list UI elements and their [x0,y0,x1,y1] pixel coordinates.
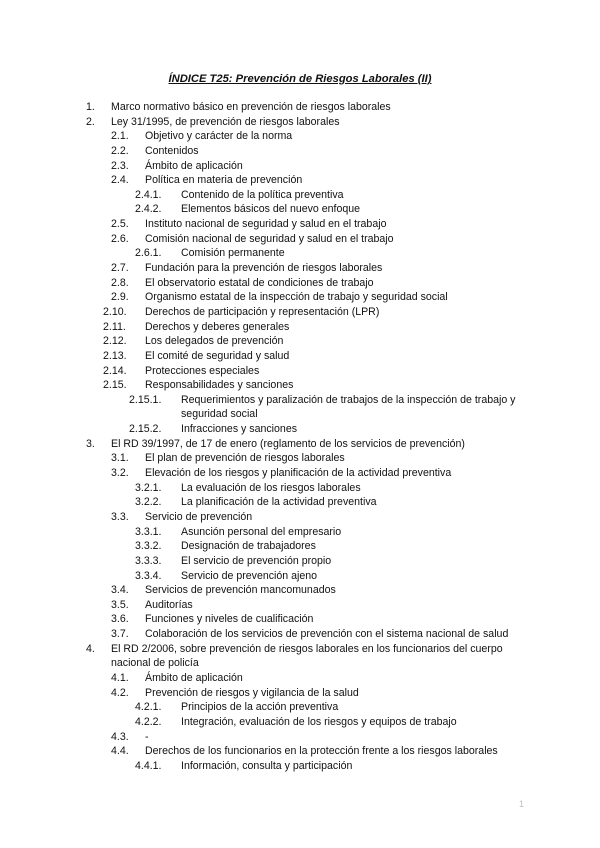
toc-entry [0,495,600,510]
toc-entry [0,539,600,554]
toc-number: 2.6.1. [135,247,162,260]
toc-number: 2.5. [111,218,129,231]
toc-number: 2.1. [111,130,129,143]
toc-entry [0,364,600,379]
toc-entry [0,671,600,686]
toc-entry [0,261,600,276]
toc-number: 2.12. [103,335,127,348]
toc-text: Servicios de prevención mancomunados [145,584,336,597]
toc-entry [0,144,600,159]
toc-text: - [145,730,149,743]
toc-number: 2.11. [103,320,126,333]
toc-entry [0,451,600,466]
toc-text: Información, consulta y participación [181,759,353,772]
toc-number: 3.2.1. [135,481,162,494]
toc-number: 3.6. [111,613,129,626]
toc-entry [0,305,600,320]
toc-number: 3.7. [111,628,129,641]
toc-number: 4.3. [111,730,129,743]
toc-text: Derechos de los funcionarios en la protección frente a los riesgos laborales [145,745,498,758]
toc-text: Derechos y deberes generales [145,320,290,333]
toc-entry [0,642,600,671]
toc-number: 2.14. [103,364,127,377]
toc-text: El observatorio estatal de condiciones de trabajo [145,276,374,289]
toc-entry [0,759,600,774]
toc-text: Infracciones y sanciones [181,423,298,436]
toc-entry [0,129,600,144]
toc-entry [0,159,600,174]
toc-text: Servicio de prevención ajeno [181,569,318,582]
toc-text: El plan de prevención de riesgos laborales [145,452,345,465]
toc-text: Principios de la acción preventiva [181,701,339,714]
toc-text: El RD 2/2006, sobre prevención de riesgos laborales en los funcionarios del cuerpo nacional de policía [111,642,503,670]
toc-text: Derechos de participación y representación (LPR) [145,305,380,318]
toc-entry [0,510,600,525]
toc-entry [0,334,600,349]
toc-entry [0,730,600,745]
toc-number: 3.3.1. [135,525,162,538]
toc-number: 2.2. [111,144,129,157]
toc-text: Fundación para la prevención de riesgos laborales [145,262,383,275]
toc-number: 3.2.2. [135,496,162,509]
toc-text: Integración, evaluación de los riesgos y equipos de trabajo [181,715,457,728]
toc-number: 2.15.1. [129,393,162,406]
toc-text: El RD 39/1997, de 17 de enero (reglamento de los servicios de prevención) [111,437,465,450]
toc-text: Colaboración de los servicios de prevención con el sistema nacional de salud [145,628,509,641]
toc-entry [0,598,600,613]
toc-text: Marco normativo básico en prevención de riesgos laborales [111,101,391,113]
toc-entry [0,320,600,335]
toc-entry [0,393,600,422]
toc-text: Prevención de riesgos y vigilancia de la salud [145,686,359,699]
toc-text: La planificación de la actividad preventiva [181,496,377,509]
toc-entry [0,627,600,642]
toc-text: Ley 31/1995, de prevención de riesgos laborales [111,115,340,128]
toc-entry [0,188,600,203]
toc-text: Instituto nacional de seguridad y salud en el trabajo [145,218,387,231]
toc-number: 2.3. [111,159,129,172]
toc-entry [0,437,600,452]
document-title: ÍNDICE T25: Prevención de Riesgos Laborales (II) [168,73,432,85]
toc-number: 2.15. [103,379,127,392]
toc-number: 3. [86,437,95,450]
toc-text: Requerimientos y paralización de trabajos de la inspección de trabajo y seguridad social [181,393,516,421]
toc-text: Contenidos [145,144,199,157]
toc-entry [0,554,600,569]
toc-number: 4.2.2. [135,715,162,728]
toc-entry [0,349,600,364]
toc-entry [0,246,600,261]
toc-text: El comité de seguridad y salud [145,349,290,362]
toc-entry [0,569,600,584]
toc-number: 4.4. [111,745,129,758]
toc-text: Comisión permanente [181,247,285,260]
toc-number: 2.7. [111,262,129,275]
toc-number: 4.2. [111,686,129,699]
toc-number: 2.9. [111,291,129,304]
table-of-contents [0,100,600,774]
toc-text: Comisión nacional de seguridad y salud en el trabajo [145,232,394,245]
toc-text: Designación de trabajadores [181,540,316,553]
toc-text: Ámbito de aplicación [145,672,243,685]
toc-number: 3.2. [111,467,129,480]
toc-text: Elevación de los riesgos y planificación de la actividad preventiva [145,467,452,480]
toc-number: 2. [86,115,95,128]
toc-entry [0,276,600,291]
toc-number: 2.13. [103,349,127,362]
toc-number: 1. [86,101,95,113]
toc-entry [0,202,600,217]
toc-number: 4.1. [111,672,129,685]
toc-entry [0,290,600,305]
toc-number: 2.8. [111,276,129,289]
toc-text: Contenido de la política preventiva [181,188,344,201]
toc-text: Elementos básicos del nuevo enfoque [181,203,361,216]
toc-entry [0,686,600,701]
toc-entry [0,100,600,115]
toc-text: Organismo estatal de la inspección de trabajo y seguridad social [145,291,448,304]
toc-number: 3.3.2. [135,540,162,553]
toc-number: 3.3.4. [135,569,162,582]
toc-entry [0,217,600,232]
toc-entry [0,612,600,627]
toc-text: Asunción personal del empresario [181,525,342,538]
toc-number: 4.2.1. [135,701,162,714]
toc-entry [0,466,600,481]
toc-number: 3.3. [111,510,129,523]
toc-entry [0,173,600,188]
toc-number: 2.15.2. [129,423,162,436]
toc-entry [0,525,600,540]
toc-text: Protecciones especiales [145,364,260,377]
toc-text: Responsabilidades y sanciones [145,379,294,392]
toc-entry [0,232,600,247]
page-number: 1 [519,799,525,809]
toc-text: Política en materia de prevención [145,174,303,187]
toc-entry [0,715,600,730]
toc-entry [0,481,600,496]
toc-number: 4. [86,642,95,655]
toc-entry [0,583,600,598]
toc-text: Los delegados de prevención [145,335,284,348]
toc-text: Objetivo y carácter de la norma [145,130,293,143]
toc-entry [0,115,600,130]
toc-text: La evaluación de los riesgos laborales [181,481,361,494]
toc-text: Ámbito de aplicación [145,159,243,172]
toc-number: 3.4. [111,584,129,597]
toc-text: Servicio de prevención [145,510,253,523]
toc-text: El servicio de prevención propio [181,554,332,567]
toc-number: 3.5. [111,598,129,611]
toc-number: 2.4.2. [135,203,162,216]
toc-number: 3.1. [111,452,129,465]
toc-number: 2.10. [103,305,127,318]
toc-entry [0,422,600,437]
toc-number: 2.6. [111,232,129,245]
toc-number: 4.4.1. [135,759,162,772]
toc-entry [0,378,600,393]
toc-number: 2.4.1. [135,188,162,201]
toc-number: 3.3.3. [135,554,162,567]
toc-text: Funciones y niveles de cualificación [145,613,314,626]
toc-text: Auditorías [145,598,193,611]
toc-entry [0,744,600,759]
toc-entry [0,700,600,715]
toc-number: 2.4. [111,174,129,187]
